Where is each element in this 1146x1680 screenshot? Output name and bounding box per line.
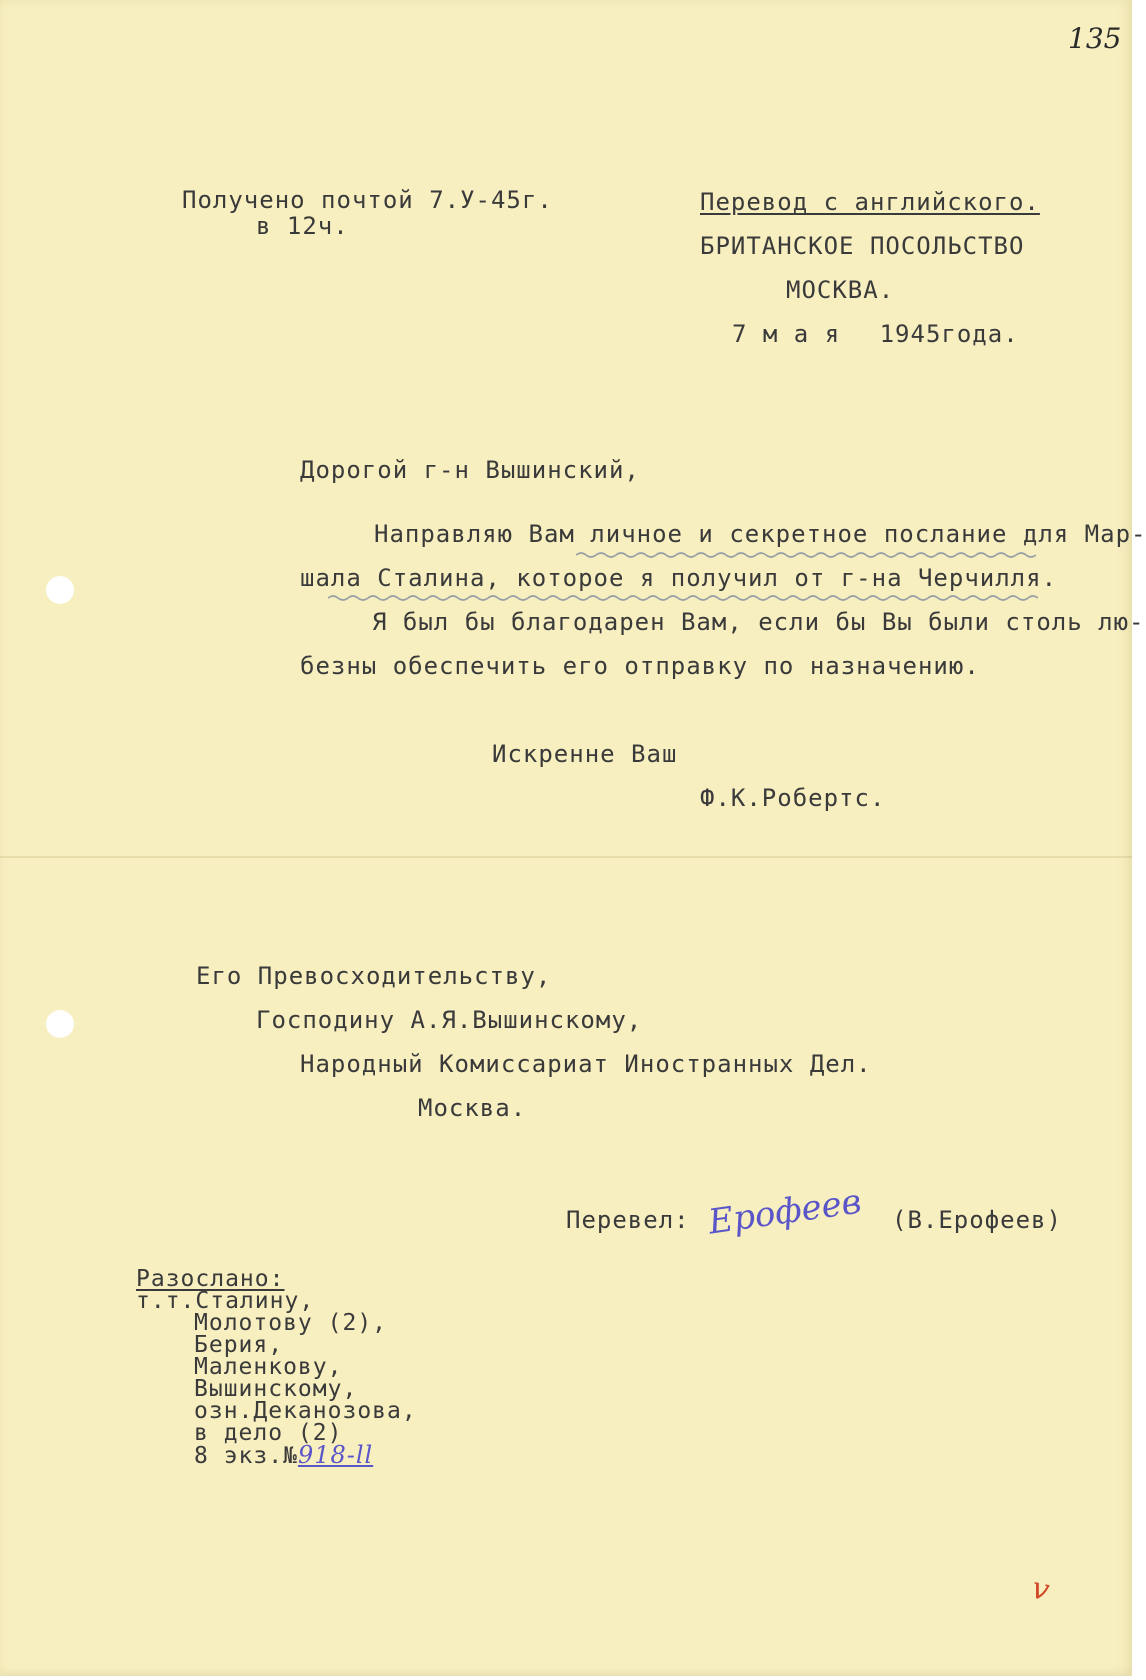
translator-handwritten-signature: Ерофеев xyxy=(705,1181,864,1243)
page-number: 135 xyxy=(1068,22,1122,55)
address-line-2: Господину А.Я.Вышинскому, xyxy=(256,1006,643,1034)
body-line-3: Я был бы благодарен Вам, если бы Вы были столь лю- xyxy=(372,608,1145,636)
copies-number: 918-ll xyxy=(297,1441,374,1469)
body-line-2: шала Сталина, которое я получил от г-на Черчилля. xyxy=(300,564,1058,592)
embassy-name: БРИТАНСКОЕ ПОСОЛЬСТВО xyxy=(700,232,1025,260)
distribution-item: Маленкову, xyxy=(194,1354,343,1380)
closing: Искренне Ваш xyxy=(492,740,678,768)
fold-line xyxy=(0,856,1132,858)
distribution-item: Молотову (2), xyxy=(194,1310,388,1336)
date-year: 1945года. xyxy=(879,320,1019,348)
copies-prefix: 8 экз.№ xyxy=(194,1443,298,1469)
body-line-1: Направляю Вам личное и секретное послание для Мар- xyxy=(374,520,1146,548)
date-day-month: 7 м а я xyxy=(732,320,841,348)
letter-date xyxy=(732,320,1019,348)
distribution-title: Разослано: xyxy=(136,1266,285,1292)
address-line-4: Москва. xyxy=(418,1094,527,1122)
salutation: Дорогой г-н Вышинский, xyxy=(300,456,640,484)
address-line-3: Народный Комиссариат Иностранных Дел. xyxy=(300,1050,872,1078)
distribution-item: т.т.Сталину, xyxy=(136,1288,315,1314)
distribution-list xyxy=(136,1268,417,1467)
punch-hole xyxy=(46,1010,74,1038)
check-mark: v xyxy=(1028,1570,1053,1609)
sender-signature: Ф.К.Робертс. xyxy=(700,784,886,812)
copies-line xyxy=(194,1441,417,1469)
distribution-item: озн.Деканозова, xyxy=(194,1398,417,1424)
translation-note: Перевод с английского. xyxy=(700,188,1040,216)
pencil-underline xyxy=(328,594,1038,602)
received-line-2: в 12ч. xyxy=(256,212,349,240)
translator-name: (В.Ерофеев) xyxy=(892,1206,1062,1234)
pencil-underline xyxy=(576,551,1036,559)
body-line-4: безны обеспечить его отправку по назначению. xyxy=(300,652,980,680)
distribution-item: в дело (2) xyxy=(194,1420,343,1446)
punch-hole xyxy=(46,576,74,604)
translator-label: Перевел: xyxy=(566,1206,690,1234)
address-line-1: Его Превосходительству, xyxy=(196,962,552,990)
embassy-city: МОСКВА. xyxy=(786,276,895,304)
received-line-1: Получено почтой 7.У-45г. xyxy=(182,186,553,214)
distribution-item: Берия, xyxy=(194,1332,284,1358)
distribution-item: Вышинскому, xyxy=(194,1376,358,1402)
